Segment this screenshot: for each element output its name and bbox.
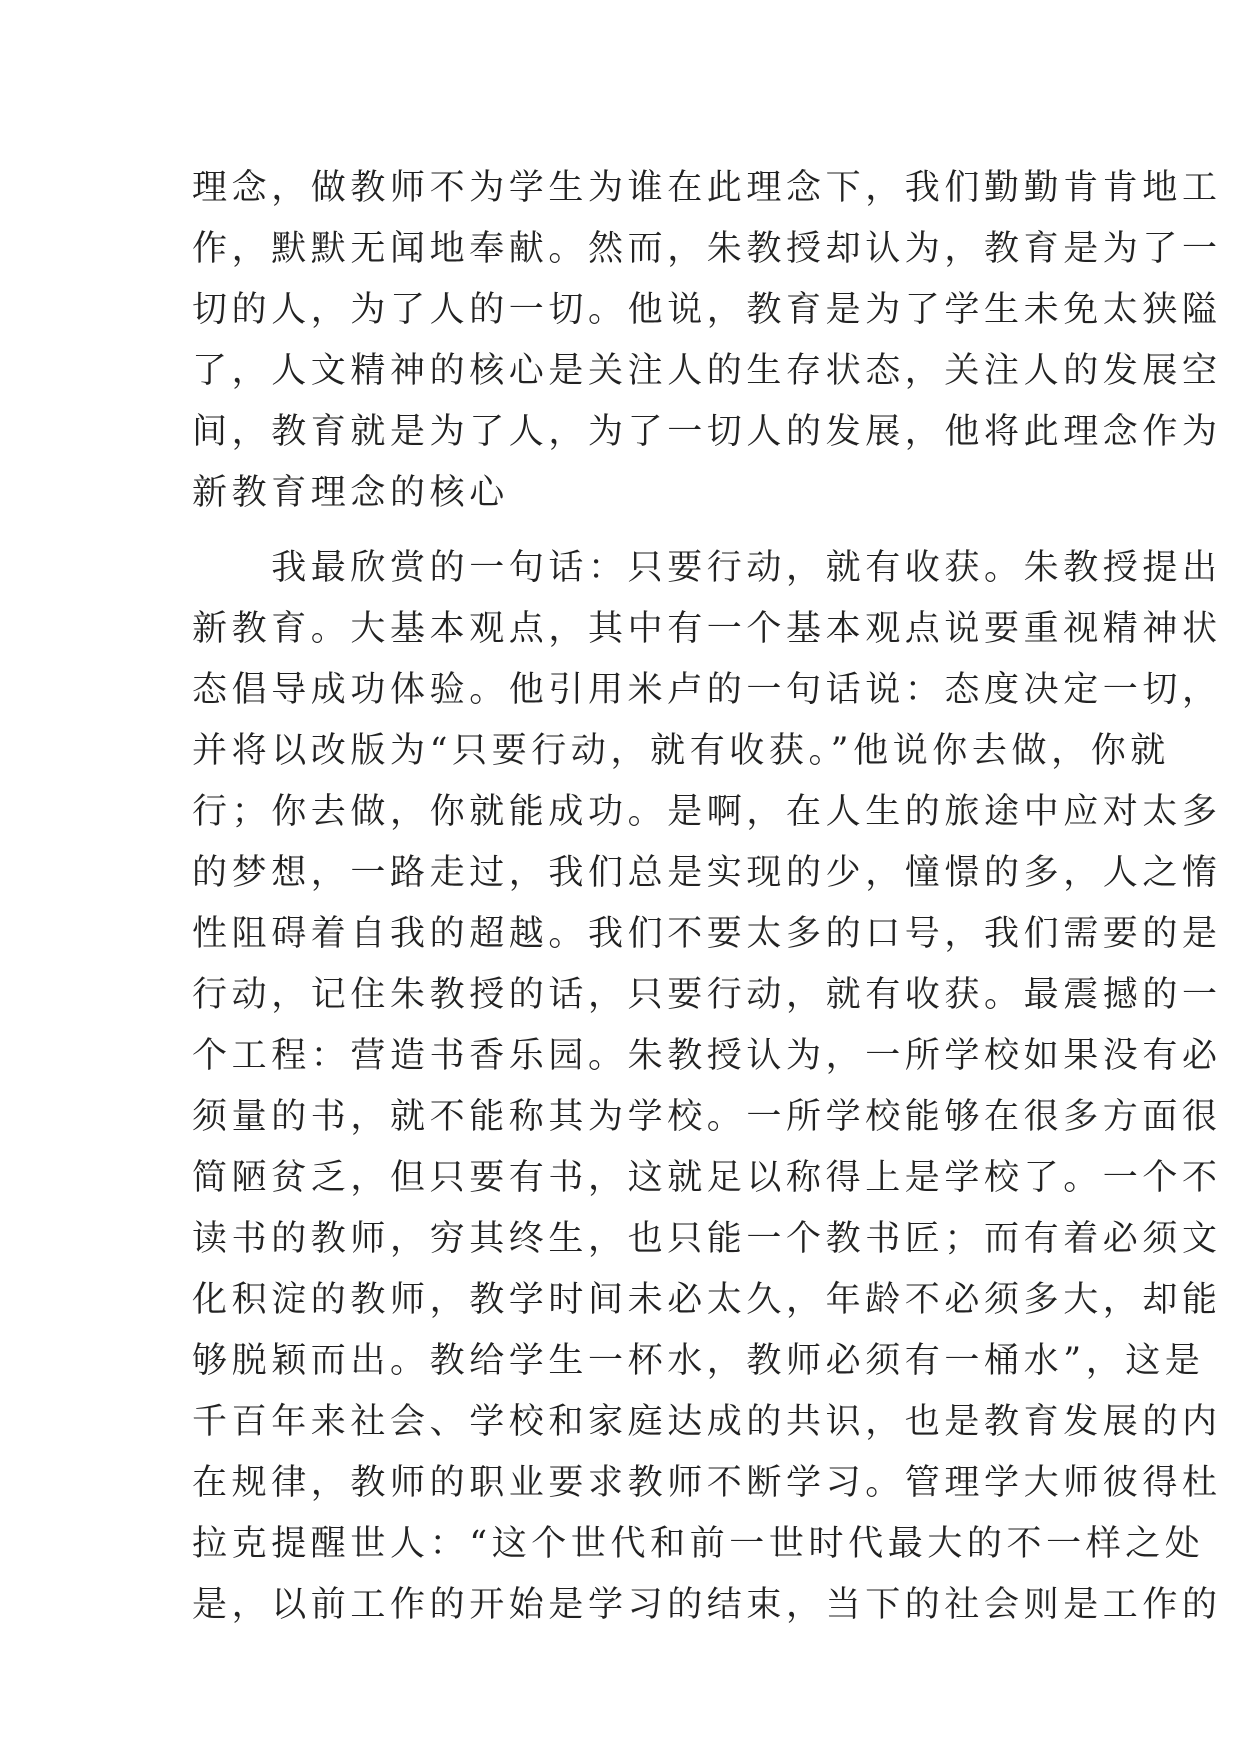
text-line: 千百年来社会、学校和家庭达成的共识，也是教育发展的内 <box>192 1402 1222 1442</box>
text-line: 拉克提醒世人：“这个世代和前一世时代最大的不一样之处 <box>192 1524 1205 1564</box>
text-line: 作，默默无闻地奉献。然而，朱教授却认为，教育是为了一 <box>192 229 1222 269</box>
text-line: 须量的书，就不能称其为学校。一所学校能够在很多方面很 <box>192 1097 1222 1137</box>
text-line: 在规律，教师的职业要求教师不断学习。管理学大师彼得杜 <box>192 1463 1222 1503</box>
text-line: 新教育理念的核心 <box>192 473 509 513</box>
text-line: 我最欣赏的一句话：只要行动，就有收获。朱教授提出 <box>192 548 1222 588</box>
text-line: 切的人，为了人的一切。他说，教育是为了学生未免太狭隘 <box>192 290 1222 330</box>
text-line: 个工程：营造书香乐园。朱教授认为，一所学校如果没有必 <box>192 1036 1222 1076</box>
text-line: 性阻碍着自我的超越。我们不要太多的口号，我们需要的是 <box>192 914 1222 954</box>
text-line: 了，人文精神的核心是关注人的生存状态，关注人的发展空 <box>192 351 1222 391</box>
text-line: 读书的教师，穷其终生，也只能一个教书匠；而有着必须文 <box>192 1219 1222 1259</box>
text-line: 并将以改版为“只要行动，就有收获。”他说你去做，你就 <box>192 731 1170 771</box>
text-line: 态倡导成功体验。他引用米卢的一句话说：态度决定一切， <box>192 670 1222 710</box>
text-line: 新教育。大基本观点，其中有一个基本观点说要重视精神状 <box>192 609 1222 649</box>
text-line: 简陋贫乏，但只要有书，这就足以称得上是学校了。一个不 <box>192 1158 1222 1198</box>
text-line: 理念，做教师不为学生为谁在此理念下，我们勤勤肯肯地工 <box>192 168 1222 208</box>
text-line: 够脱颖而出。教给学生一杯水，教师必须有一桶水”，这是 <box>192 1341 1205 1381</box>
paragraph <box>192 158 1222 524</box>
text-line: 是，以前工作的开始是学习的结束，当下的社会则是工作的 <box>192 1585 1222 1625</box>
text-line: 行动，记住朱教授的话，只要行动，就有收获。最震撼的一 <box>192 975 1222 1015</box>
paragraph-gap <box>192 524 1072 538</box>
text-line: 化积淀的教师，教学时间未必太久，年龄不必须多大，却能 <box>192 1280 1222 1320</box>
text-line: 行；你去做，你就能成功。是啊，在人生的旅途中应对太多 <box>192 792 1222 832</box>
text-line: 间，教育就是为了人，为了一切人的发展，他将此理念作为 <box>192 412 1222 452</box>
paragraph <box>192 538 1222 1636</box>
document-body <box>192 158 1222 1636</box>
text-line: 的梦想，一路走过，我们总是实现的少，憧憬的多，人之惰 <box>192 853 1222 893</box>
